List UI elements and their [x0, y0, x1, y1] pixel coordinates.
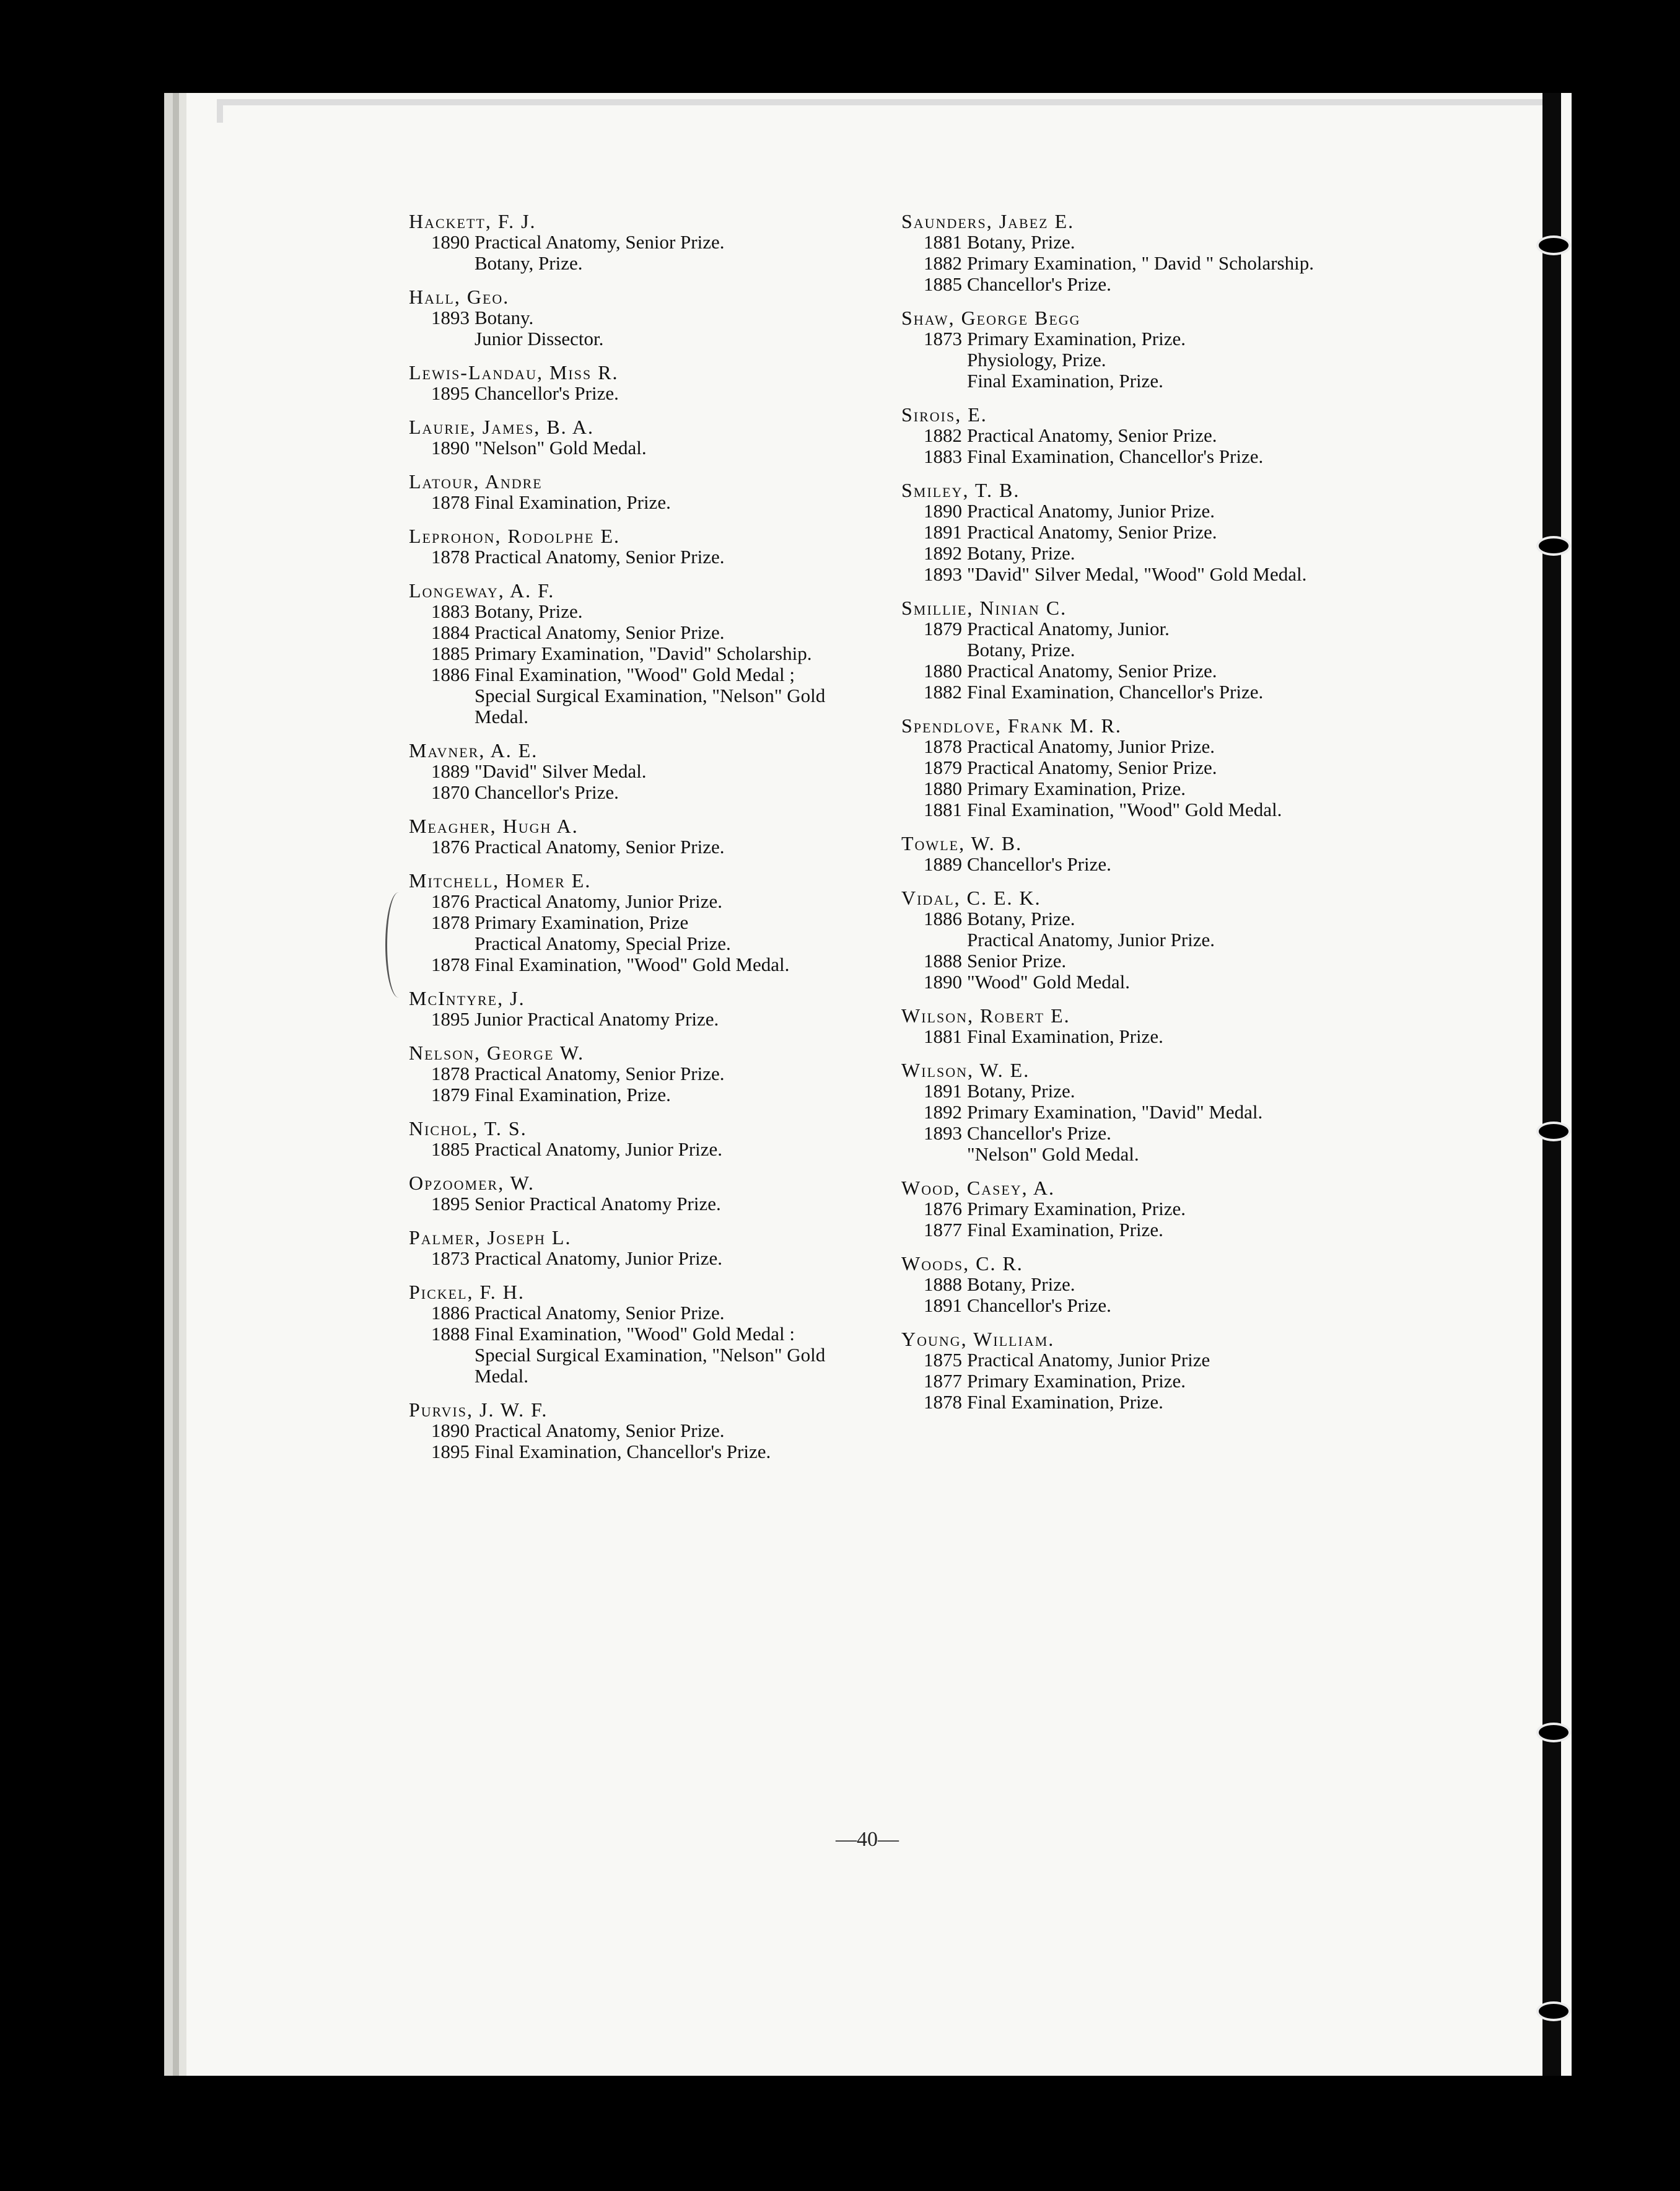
award-year: 1881: [924, 799, 962, 820]
award-text: Botany, Prize.: [967, 231, 1075, 253]
award-year: 1889: [924, 853, 962, 875]
award-text: Practical Anatomy, Junior Prize.: [967, 500, 1215, 522]
prize-entry: [409, 286, 830, 349]
award-line: [409, 328, 830, 349]
award-year: 1890: [431, 1420, 470, 1441]
recipient-name: Wood, Casey, A.: [901, 1177, 1056, 1199]
recipient-name: Wilson, W. E.: [901, 1059, 1030, 1081]
prize-entry: [901, 1328, 1323, 1413]
award-year: 1881: [924, 1025, 962, 1047]
award-line: [901, 1371, 1323, 1392]
award-line: [901, 908, 1323, 929]
award-year: 1890: [431, 231, 470, 253]
award-year: 1888: [431, 1323, 470, 1345]
award-year: 1878: [431, 491, 470, 513]
award-year: 1892: [924, 1101, 962, 1123]
award-text: Primary Examination, "David" Medal.: [967, 1101, 1263, 1123]
award-line: [901, 1102, 1323, 1123]
page-number: —40—: [836, 1828, 899, 1851]
award-text: Final Examination, Prize.: [967, 1391, 1163, 1413]
prize-entry: [901, 404, 1323, 467]
award-text: Practical Anatomy, Junior Prize: [967, 1349, 1210, 1371]
recipient-name: Longeway, A. F.: [409, 579, 555, 602]
award-text: Primary Examination, Prize: [475, 911, 689, 933]
left-column: [409, 211, 830, 1475]
award-text: Final Examination, "Wood" Gold Medal.: [967, 799, 1282, 820]
award-line: [901, 1198, 1323, 1219]
award-text: Botany, Prize.: [967, 1080, 1075, 1102]
award-year: 1893: [924, 1122, 962, 1144]
award-line: [409, 643, 830, 664]
award-year: 1878: [431, 954, 470, 975]
prize-entry: [409, 416, 830, 459]
award-year: 1876: [431, 890, 470, 912]
award-text: Final Examination, "Wood" Gold Medal.: [475, 954, 790, 975]
recipient-name: Lewis-Landau, Miss R.: [409, 361, 619, 384]
award-text: Botany, Prize.: [967, 639, 1075, 661]
award-year: 1882: [924, 681, 962, 703]
award-line: [409, 547, 830, 568]
award-year: [901, 1144, 967, 1165]
prize-entry: [409, 1227, 830, 1269]
award-line: [901, 661, 1323, 682]
award-text: Final Examination, Prize.: [475, 1084, 671, 1105]
award-line: [901, 1219, 1323, 1240]
award-line: [901, 1081, 1323, 1102]
award-text: Practical Anatomy, Special Prize.: [475, 933, 731, 954]
award-line: [409, 782, 830, 803]
award-text: Primary Examination, Prize.: [967, 1370, 1186, 1392]
recipient-name: Towle, W. B.: [901, 832, 1023, 854]
binding-mark: [1536, 235, 1571, 255]
award-text: Practical Anatomy, Senior Prize.: [967, 660, 1217, 682]
recipient-name: Wilson, Robert E.: [901, 1004, 1070, 1027]
award-text: Final Examination, Prize.: [967, 1219, 1163, 1240]
award-text: Chancellor's Prize.: [475, 781, 619, 803]
award-line: [409, 1009, 830, 1030]
prize-entry: [901, 1005, 1323, 1047]
recipient-name: Pickel, F. H.: [409, 1281, 525, 1303]
award-line: [901, 501, 1323, 522]
recipient-name: Woods, C. R.: [901, 1252, 1023, 1275]
award-text: Final Examination, Chancellor's Prize.: [475, 1441, 771, 1462]
recipient-name: Vidal, C. E. K.: [901, 887, 1041, 909]
award-line: [409, 253, 830, 274]
page-sheet: [164, 93, 1572, 2076]
recipient-name: Hackett, F. J.: [409, 210, 536, 232]
award-line: [901, 371, 1323, 392]
award-text: Chancellor's Prize.: [967, 853, 1111, 875]
award-year: 1878: [924, 1391, 962, 1413]
award-year: 1895: [431, 1193, 470, 1214]
prize-entry: [409, 1172, 830, 1214]
award-line: [901, 757, 1323, 778]
prize-entry: [409, 362, 830, 404]
award-line: [409, 664, 830, 727]
award-line: [901, 1026, 1323, 1047]
award-year: 1890: [924, 971, 962, 993]
recipient-name: Opzoomer, W.: [409, 1172, 535, 1194]
award-year: 1878: [924, 735, 962, 757]
award-line: [409, 622, 830, 643]
prize-entry: [901, 1253, 1323, 1316]
prize-entry: [409, 1281, 830, 1387]
binding-strip: [1542, 93, 1561, 2076]
award-text: Final Examination, Prize.: [967, 370, 1163, 392]
award-year: 1886: [924, 908, 962, 929]
prize-entry: [409, 580, 830, 727]
recipient-name: Latour, Andre: [409, 470, 543, 493]
award-year: 1890: [924, 500, 962, 522]
award-line: [409, 1193, 830, 1214]
award-line: [409, 1420, 830, 1441]
award-year: 1878: [431, 546, 470, 568]
binding-mark: [1536, 1723, 1571, 1742]
award-text: "David" Silver Medal, "Wood" Gold Medal.: [967, 563, 1307, 585]
award-year: 1888: [924, 1273, 962, 1295]
award-line: [409, 1324, 830, 1387]
award-year: 1879: [431, 1084, 470, 1105]
award-year: [901, 929, 967, 951]
binding-mark: [1536, 1122, 1571, 1141]
prize-entry: [901, 307, 1323, 392]
award-year: 1879: [924, 757, 962, 778]
award-text: Primary Examination, "David" Scholarship.: [475, 643, 812, 664]
award-year: 1895: [431, 1441, 470, 1462]
prize-entry: [409, 988, 830, 1030]
award-year: [901, 639, 967, 661]
award-text: Practical Anatomy, Senior Prize.: [475, 1420, 725, 1441]
award-line: [409, 492, 830, 513]
award-text: Botany, Prize.: [967, 908, 1075, 929]
recipient-name: Smiley, T. B.: [901, 479, 1020, 501]
award-line: [901, 929, 1323, 951]
award-year: 1895: [431, 1008, 470, 1030]
award-text: Final Examination, Prize.: [967, 1025, 1163, 1047]
award-line: [409, 232, 830, 253]
award-text: Practical Anatomy, Senior Prize.: [475, 231, 725, 253]
award-text: Practical Anatomy, Senior Prize.: [475, 546, 725, 568]
award-text: Practical Anatomy, Junior Prize.: [475, 890, 723, 912]
award-line: [901, 522, 1323, 543]
award-line: [409, 437, 830, 459]
award-line: [409, 383, 830, 404]
award-text: Practical Anatomy, Junior.: [967, 618, 1170, 639]
award-line: [409, 761, 830, 782]
award-year: 1878: [431, 911, 470, 933]
prize-entry: [409, 1118, 830, 1160]
award-line: [901, 1295, 1323, 1316]
award-year: 1883: [431, 600, 470, 622]
recipient-name: Saunders, Jabez E.: [901, 210, 1075, 232]
award-year: 1891: [924, 1080, 962, 1102]
award-text: Chancellor's Prize.: [475, 382, 619, 404]
award-year: 1877: [924, 1370, 962, 1392]
prize-entry: [901, 480, 1323, 585]
award-text: Practical Anatomy, Junior Prize.: [967, 735, 1215, 757]
award-text: Practical Anatomy, Senior Prize.: [475, 836, 725, 858]
prize-entry: [409, 740, 830, 803]
award-text: Chancellor's Prize.: [967, 273, 1111, 295]
prize-entry: [409, 815, 830, 858]
award-year: 1882: [924, 252, 962, 274]
recipient-name: Leprohon, Rodolphe E.: [409, 525, 620, 547]
prize-entry: [901, 211, 1323, 295]
award-year: 1893: [431, 307, 470, 328]
award-year: 1888: [924, 950, 962, 972]
award-year: 1875: [924, 1349, 962, 1371]
award-text: Botany, Prize.: [967, 1273, 1075, 1295]
award-line: [901, 328, 1323, 349]
award-text: Primary Examination, " David " Scholarship.: [967, 252, 1314, 274]
recipient-name: Nichol, T. S.: [409, 1117, 527, 1139]
award-text: Primary Examination, Prize.: [967, 778, 1186, 799]
award-line: [409, 1063, 830, 1084]
award-text: "Nelson" Gold Medal.: [967, 1143, 1139, 1165]
award-year: 1884: [431, 621, 470, 643]
award-text: Final Examination, "Wood" Gold Medal ; Special Surgical Examination, "Nelson" Gold Medal.: [475, 664, 826, 727]
award-text: Practical Anatomy, Junior Prize.: [475, 1247, 723, 1269]
award-line: [409, 1248, 830, 1269]
award-line: [901, 736, 1323, 757]
award-text: Botany, Prize.: [475, 600, 583, 622]
award-year: 1895: [431, 382, 470, 404]
award-text: Primary Examination, Prize.: [967, 1198, 1186, 1219]
award-year: [901, 371, 967, 392]
award-year: 1880: [924, 660, 962, 682]
award-year: 1882: [924, 424, 962, 446]
award-text: "David" Silver Medal.: [475, 760, 647, 782]
award-text: Final Examination, "Wood" Gold Medal : Special Surgical Examination, "Nelson" Gold Medal.: [475, 1323, 826, 1387]
award-year: 1889: [431, 760, 470, 782]
award-year: 1885: [431, 1138, 470, 1160]
binding-mark: [1536, 2001, 1571, 2021]
award-line: [901, 799, 1323, 820]
prize-entry: [901, 1060, 1323, 1165]
award-year: 1891: [924, 1294, 962, 1316]
award-text: Primary Examination, Prize.: [967, 328, 1186, 349]
award-text: Junior Practical Anatomy Prize.: [475, 1008, 719, 1030]
award-year: 1873: [431, 1247, 470, 1269]
recipient-name: Purvis, J. W. F.: [409, 1398, 548, 1421]
award-line: [901, 425, 1323, 446]
award-text: Chancellor's Prize.: [967, 1294, 1111, 1316]
award-line: [901, 564, 1323, 585]
prize-entry: [901, 597, 1323, 703]
award-line: [901, 232, 1323, 253]
award-line: [901, 1274, 1323, 1295]
recipient-name: Young, William.: [901, 1328, 1055, 1350]
award-year: 1870: [431, 781, 470, 803]
right-column: [901, 211, 1323, 1425]
recipient-name: Sirois, E.: [901, 403, 987, 426]
award-text: Practical Anatomy, Senior Prize.: [967, 521, 1217, 543]
prize-entry: [901, 715, 1323, 820]
award-text: Botany, Prize.: [475, 252, 583, 274]
award-year: 1891: [924, 521, 962, 543]
recipient-name: Laurie, James, B. A.: [409, 416, 595, 438]
award-line: [901, 972, 1323, 993]
award-line: [901, 639, 1323, 661]
page-edge: [217, 99, 1555, 123]
award-year: [409, 933, 475, 954]
award-line: [901, 543, 1323, 564]
prize-entry: [901, 887, 1323, 993]
award-line: [409, 1441, 830, 1462]
award-line: [901, 1392, 1323, 1413]
award-text: Practical Anatomy, Senior Prize.: [475, 1063, 725, 1084]
award-text: Final Examination, Chancellor's Prize.: [967, 681, 1264, 703]
prize-entry: [409, 471, 830, 513]
award-year: [409, 253, 475, 274]
award-text: Practical Anatomy, Junior Prize.: [967, 929, 1215, 951]
recipient-name: Meagher, Hugh A.: [409, 815, 579, 837]
award-line: [901, 446, 1323, 467]
award-line: [901, 682, 1323, 703]
award-text: Final Examination, Chancellor's Prize.: [967, 446, 1264, 467]
recipient-name: Shaw, George Begg: [901, 307, 1081, 329]
award-line: [901, 951, 1323, 972]
award-text: Junior Dissector.: [475, 328, 604, 349]
award-line: [901, 854, 1323, 875]
award-year: 1879: [924, 618, 962, 639]
award-year: 1885: [431, 643, 470, 664]
award-text: Practical Anatomy, Senior Prize.: [967, 424, 1217, 446]
recipient-name: Mitchell, Homer E.: [409, 869, 592, 892]
award-line: [409, 912, 830, 933]
award-line: [409, 601, 830, 622]
prize-entry: [409, 870, 830, 975]
award-line: [901, 274, 1323, 295]
award-text: Practical Anatomy, Senior Prize.: [475, 1302, 725, 1324]
award-line: [409, 836, 830, 858]
award-year: [409, 328, 475, 349]
award-line: [901, 1144, 1323, 1165]
award-text: Botany.: [475, 307, 534, 328]
recipient-name: Nelson, George W.: [409, 1042, 585, 1064]
award-text: Practical Anatomy, Senior Prize.: [475, 621, 725, 643]
prize-entry: [409, 1042, 830, 1105]
award-year: 1893: [924, 563, 962, 585]
award-text: Practical Anatomy, Junior Prize.: [475, 1138, 723, 1160]
award-year: 1881: [924, 231, 962, 253]
award-line: [409, 954, 830, 975]
award-year: 1885: [924, 273, 962, 295]
award-line: [409, 1302, 830, 1324]
award-line: [901, 778, 1323, 799]
award-line: [409, 933, 830, 954]
award-year: 1878: [431, 1063, 470, 1084]
prize-entry: [409, 525, 830, 568]
award-line: [901, 349, 1323, 371]
award-year: 1876: [431, 836, 470, 858]
award-year: 1886: [431, 664, 470, 685]
binding-mark: [1536, 536, 1571, 556]
award-year: 1883: [924, 446, 962, 467]
award-year: 1886: [431, 1302, 470, 1324]
award-year: [901, 349, 967, 371]
prize-entry: [901, 833, 1323, 875]
award-text: Final Examination, Prize.: [475, 491, 671, 513]
award-year: 1892: [924, 542, 962, 564]
award-year: 1877: [924, 1219, 962, 1240]
recipient-name: Spendlove, Frank M. R.: [901, 714, 1122, 737]
award-text: Chancellor's Prize.: [967, 1122, 1111, 1144]
award-text: Senior Practical Anatomy Prize.: [475, 1193, 721, 1214]
award-text: Botany, Prize.: [967, 542, 1075, 564]
award-text: Physiology, Prize.: [967, 349, 1106, 371]
prize-entry: [409, 1399, 830, 1462]
recipient-name: Hall, Geo.: [409, 286, 510, 308]
award-text: Practical Anatomy, Senior Prize.: [967, 757, 1217, 778]
recipient-name: Mavner, A. E.: [409, 739, 538, 762]
award-year: 1880: [924, 778, 962, 799]
award-text: "Nelson" Gold Medal.: [475, 437, 647, 459]
recipient-name: Smillie, Ninian C.: [901, 597, 1067, 619]
prize-entry: [901, 1177, 1323, 1240]
award-line: [409, 1084, 830, 1105]
award-line: [409, 891, 830, 912]
award-line: [409, 307, 830, 328]
award-text: Senior Prize.: [967, 950, 1067, 972]
award-text: "Wood" Gold Medal.: [967, 971, 1131, 993]
award-year: 1890: [431, 437, 470, 459]
award-line: [901, 253, 1323, 274]
award-year: 1873: [924, 328, 962, 349]
award-line: [901, 618, 1323, 639]
recipient-name: Palmer, Joseph L.: [409, 1226, 572, 1249]
pencil-bracket-mark: [385, 892, 412, 998]
award-year: 1876: [924, 1198, 962, 1219]
prize-entry: [409, 211, 830, 274]
award-line: [901, 1123, 1323, 1144]
award-line: [409, 1139, 830, 1160]
award-line: [901, 1350, 1323, 1371]
recipient-name: McIntyre, J.: [409, 987, 525, 1009]
